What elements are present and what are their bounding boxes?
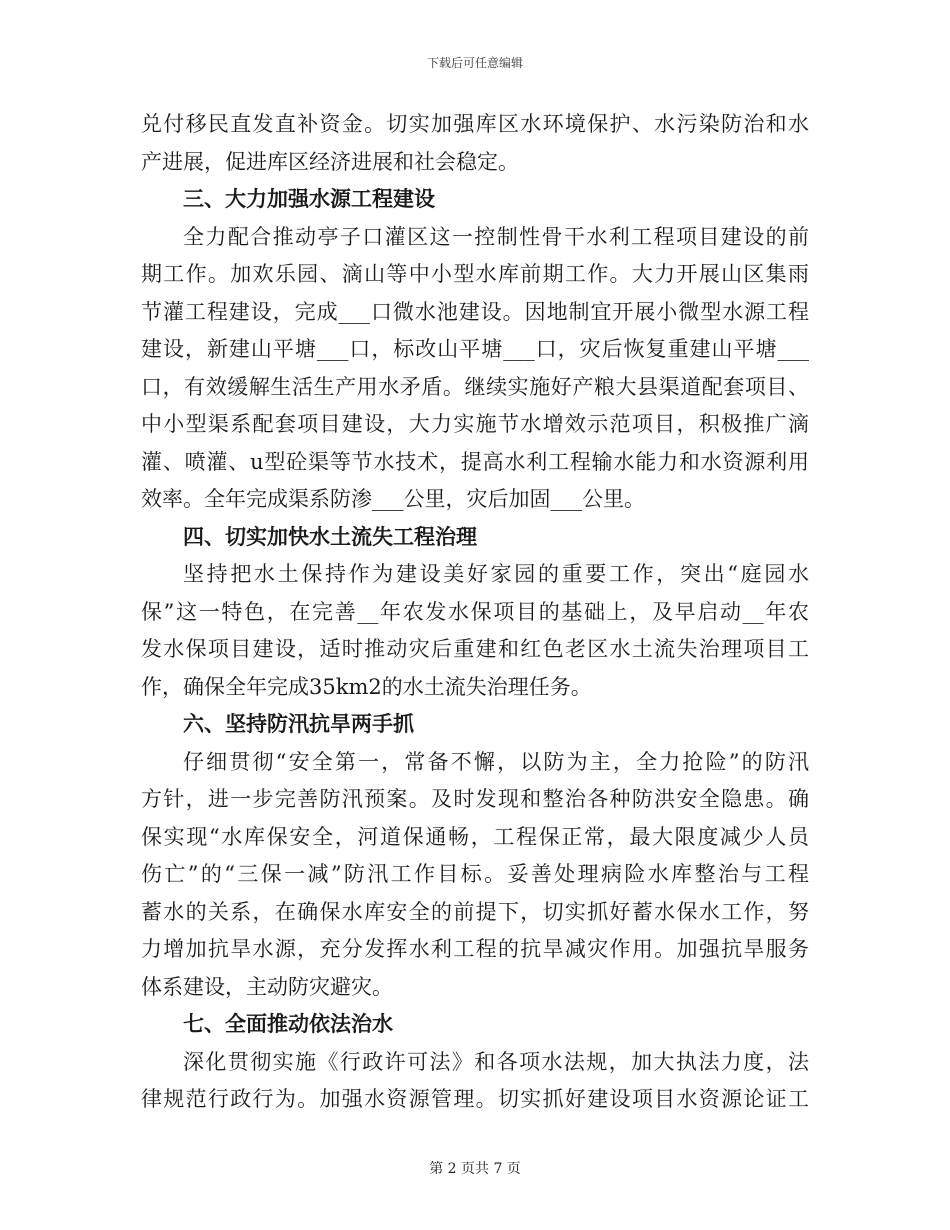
section-heading: 六、坚持防汛抗旱两手抓 bbox=[183, 712, 414, 736]
page-footer: 第 2 页共 7 页 bbox=[429, 1161, 521, 1177]
paragraph-line: 全力配合推动亭子口灌区这一控制性骨干水利工程项目建设的前 bbox=[183, 224, 809, 249]
section-heading: 七、全面推动依法治水 bbox=[183, 1012, 393, 1036]
paragraph-line: 仔细贯彻“安全第一，常备不懈，以防为主，全力抢险”的防汛 bbox=[183, 749, 809, 774]
paragraph-line: 体系建设，主动防灾避灾。 bbox=[141, 974, 393, 999]
paragraph-line: 建设，新建山平塘___口，标改山平塘___口，灾后恢复重建山平塘___ bbox=[141, 337, 809, 361]
section-heading: 三、大力加强水源工程建设 bbox=[183, 187, 435, 211]
paragraph-line: 坚持把水土保持作为建设美好家园的重要工作，突出“庭园水 bbox=[183, 562, 809, 586]
paragraph-line: 律规范行政行为。加强水资源管理。切实抓好建设项目水资源论证工 bbox=[141, 1087, 809, 1111]
paragraph-line: 保”这一特色，在完善__年农发水保项目的基础上，及早启动__年农 bbox=[141, 599, 809, 624]
paragraph-line: 灌、喷灌、u型砼渠等节水技术，提高水利工程输水能力和水资源利用 bbox=[141, 449, 809, 474]
page-header: 下载后可任意编辑 bbox=[426, 56, 523, 70]
paragraph-line: 兑付移民直发直补资金。切实加强库区水环境保护、水污染防治和水 bbox=[141, 112, 809, 136]
paragraph-line: 深化贯彻实施《行政许可法》和各项水法规，加大执法力度，法 bbox=[183, 1049, 809, 1074]
paragraph-line: 力增加抗旱水源，充分发挥水利工程的抗旱减灾作用。加强抗旱服务 bbox=[141, 937, 809, 961]
paragraph-line: 中小型渠系配套项目建设，大力实施节水增效示范项目，积极推广滴 bbox=[141, 412, 809, 436]
paragraph-line: 保实现“水库保安全，河道保通畅，工程保正常，最大限度减少人员 bbox=[141, 824, 809, 849]
paragraph-line: 期工作。加欢乐园、滴山等中小型水库前期工作。大力开展山区集雨 bbox=[141, 262, 809, 286]
document-body bbox=[141, 106, 809, 1119]
section-heading: 四、切实加快水土流失工程治理 bbox=[183, 524, 477, 549]
paragraph-line: 产进展，促进库区经济进展和社会稳定。 bbox=[141, 149, 519, 174]
paragraph-line: 节灌工程建设，完成___口微水池建设。因地制宜开展小微型水源工程 bbox=[141, 299, 809, 324]
paragraph-line: 效率。全年完成渠系防渗___公里，灾后加固___公里。 bbox=[141, 487, 645, 511]
paragraph-line: 发水保项目建设，适时推动灾后重建和红色老区水土流失治理项目工 bbox=[141, 637, 809, 661]
paragraph-line: 口，有效缓解生活生产用水矛盾。继续实施好产粮大县渠道配套项目、 bbox=[141, 374, 809, 399]
paragraph-line: 伤亡”的“三保一减”防汛工作目标。妥善处理病险水库整治与工程 bbox=[141, 862, 809, 886]
paragraph-line: 方针，进一步完善防汛预案。及时发现和整治各种防洪安全隐患。确 bbox=[141, 787, 809, 811]
paragraph-line: 蓄水的关系，在确保水库安全的前提下，切实抓好蓄水保水工作，努 bbox=[141, 899, 809, 924]
paragraph-line: 作，确保全年完成35km2的水土流失治理任务。 bbox=[141, 674, 592, 699]
